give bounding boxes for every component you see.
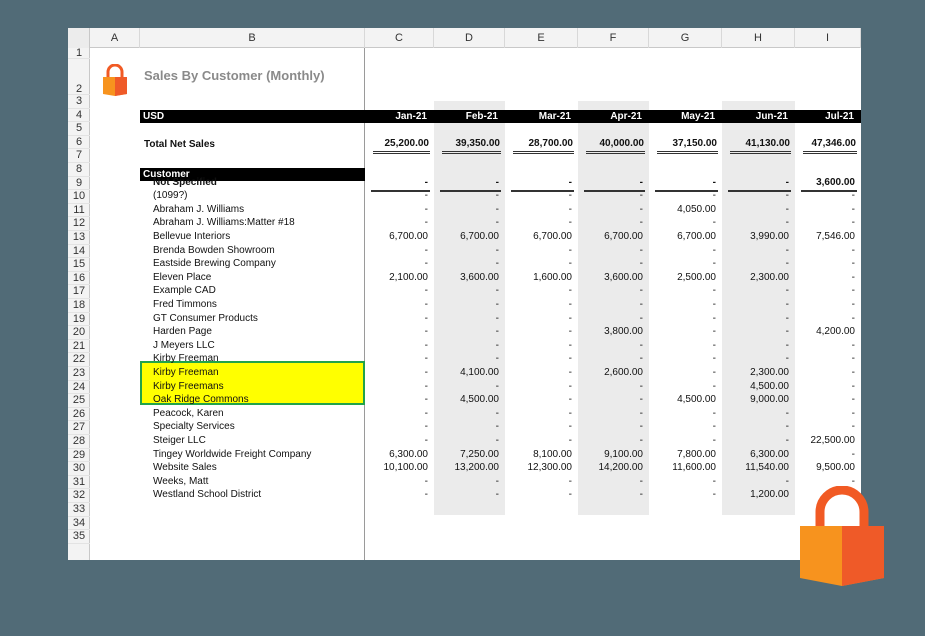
customer-value: 14,200.00 <box>598 462 643 474</box>
customer-name: (1099?) <box>153 190 188 202</box>
customer-value: - <box>495 353 499 365</box>
customer-value: - <box>424 475 428 487</box>
customer-value: - <box>785 312 789 324</box>
customer-name: Eastside Brewing Company <box>153 258 276 270</box>
customer-value: 1,200.00 <box>750 489 789 501</box>
customer-value: - <box>639 489 643 501</box>
customer-value: - <box>851 190 855 202</box>
customer-value: - <box>851 217 855 229</box>
customer-value: - <box>639 339 643 351</box>
customer-value: - <box>568 475 572 487</box>
customer-value: 6,300.00 <box>389 448 428 460</box>
customer-value: - <box>785 244 789 256</box>
customer-value: - <box>424 367 428 378</box>
customer-value: - <box>424 217 428 229</box>
customer-name: Harden Page <box>153 326 212 338</box>
customer-value: - <box>424 326 428 338</box>
customer-value: - <box>568 217 572 229</box>
total-value: 40,000.00 <box>586 137 645 154</box>
customer-value: 6,300.00 <box>750 448 789 460</box>
row-header-32[interactable]: 32 <box>68 489 90 503</box>
customer-value: - <box>568 435 572 446</box>
customer-value: - <box>424 203 428 215</box>
row-header-15[interactable]: 15 <box>68 258 90 272</box>
row-header-16[interactable]: 16 <box>68 272 90 286</box>
customer-value: 9,500.00 <box>816 462 855 474</box>
customer-value: - <box>568 244 572 256</box>
customer-value: - <box>785 299 789 310</box>
row-header-22[interactable]: 22 <box>68 353 90 367</box>
row-header-3[interactable]: 3 <box>68 95 90 109</box>
month-header-apr-21: Apr-21 <box>610 111 642 122</box>
customer-value: - <box>785 190 789 202</box>
row-header-35[interactable]: 35 <box>68 530 90 544</box>
customer-name: Fred Timmons <box>153 299 217 310</box>
row-header-23[interactable]: 23 <box>68 367 90 381</box>
customer-value: - <box>495 312 499 324</box>
customer-value: 6,700.00 <box>389 231 428 242</box>
customer-value: - <box>568 339 572 351</box>
column-header-f[interactable]: F <box>578 28 649 48</box>
customer-value: - <box>851 448 855 460</box>
customer-value: - <box>568 312 572 324</box>
customer-value: 9,000.00 <box>750 394 789 406</box>
customer-value: 6,700.00 <box>604 231 643 242</box>
total-value: 41,130.00 <box>730 137 791 154</box>
customer-value: - <box>495 203 499 215</box>
customer-value: - <box>424 421 428 433</box>
customer-name: Abraham J. Williams <box>153 203 245 215</box>
customer-value: - <box>568 176 572 188</box>
customer-value: - <box>568 258 572 270</box>
report-title: Sales By Customer (Monthly) <box>144 68 325 83</box>
customer-value: 22,500.00 <box>810 435 855 446</box>
customer-value: - <box>712 285 716 297</box>
total-net-sales-label: Total Net Sales <box>144 139 215 150</box>
month-header-jan-21: Jan-21 <box>395 111 427 122</box>
customer-name: Kirby Freeman <box>153 353 219 365</box>
select-all-corner[interactable] <box>68 28 90 48</box>
customer-value: - <box>424 435 428 446</box>
customer-value: - <box>639 353 643 365</box>
customer-name: Example CAD <box>153 285 216 297</box>
customer-value: - <box>851 271 855 283</box>
customer-value: - <box>712 244 716 256</box>
customer-value: 1,600.00 <box>533 271 572 283</box>
row-header-7[interactable]: 7 <box>68 149 90 163</box>
customer-value: - <box>424 394 428 406</box>
row-header-28[interactable]: 28 <box>68 435 90 449</box>
customer-value: - <box>639 299 643 310</box>
customer-value: 8,100.00 <box>533 448 572 460</box>
customer-name: Kirby Freeman <box>153 367 219 378</box>
customer-value: - <box>568 299 572 310</box>
customer-value: - <box>851 394 855 406</box>
customer-name: Eleven Place <box>153 271 212 283</box>
customer-name: Not Specified <box>153 176 217 188</box>
customer-value: - <box>785 339 789 351</box>
spreadsheet[interactable] <box>68 28 861 560</box>
customer-value: - <box>851 407 855 419</box>
customer-value: - <box>495 217 499 229</box>
row-header-4[interactable]: 4 <box>68 109 90 123</box>
lock-icon <box>800 486 884 586</box>
customer-value: - <box>495 421 499 433</box>
customer-value: - <box>495 339 499 351</box>
customer-value: 2,300.00 <box>750 271 789 283</box>
customer-value: - <box>424 407 428 419</box>
customer-value: 6,700.00 <box>460 231 499 242</box>
customer-value: - <box>495 475 499 487</box>
customer-value: - <box>712 475 716 487</box>
customer-value: - <box>639 244 643 256</box>
customer-value: - <box>785 326 789 338</box>
customer-value: 9,100.00 <box>604 448 643 460</box>
customer-name: Specialty Services <box>153 421 235 433</box>
customer-name: Website Sales <box>153 462 217 474</box>
month-header-mar-21: Mar-21 <box>538 111 571 122</box>
customer-value: - <box>851 421 855 433</box>
customer-value: - <box>785 435 789 446</box>
row-header-29[interactable]: 29 <box>68 449 90 463</box>
customer-value: - <box>712 489 716 501</box>
customer-value: - <box>424 489 428 501</box>
customer-value: - <box>568 367 572 378</box>
customer-value: 2,100.00 <box>389 271 428 283</box>
customer-value: 7,250.00 <box>460 448 499 460</box>
customer-value: - <box>424 299 428 310</box>
customer-value: - <box>568 326 572 338</box>
customer-value: 7,546.00 <box>816 231 855 242</box>
customer-value: - <box>712 326 716 338</box>
row-header-33[interactable]: 33 <box>68 503 90 517</box>
customer-value: - <box>712 367 716 378</box>
column-header-i[interactable]: I <box>795 28 861 48</box>
customer-value: 3,600.00 <box>460 271 499 283</box>
total-value: 47,346.00 <box>803 137 857 154</box>
lock-icon <box>101 64 129 96</box>
customer-value: - <box>851 244 855 256</box>
column-header-e[interactable]: E <box>505 28 578 48</box>
row-header-17[interactable]: 17 <box>68 285 90 299</box>
customer-value: - <box>712 176 716 188</box>
customer-value: - <box>568 421 572 433</box>
row-header-26[interactable]: 26 <box>68 408 90 422</box>
row-header-5[interactable]: 5 <box>68 122 90 136</box>
customer-value: - <box>851 380 855 392</box>
customer-value: - <box>495 407 499 419</box>
row-header-18[interactable]: 18 <box>68 299 90 313</box>
customer-value: - <box>639 475 643 487</box>
column-header-c[interactable]: C <box>365 28 434 48</box>
customer-value: - <box>495 299 499 310</box>
customer-value: - <box>851 339 855 351</box>
customer-value: - <box>568 353 572 365</box>
customer-value: - <box>639 435 643 446</box>
row-header-14[interactable]: 14 <box>68 245 90 259</box>
customer-value: - <box>495 190 499 202</box>
customer-value: - <box>639 312 643 324</box>
customer-value: - <box>639 258 643 270</box>
customer-value: - <box>851 258 855 270</box>
customer-value: - <box>712 217 716 229</box>
customer-value: 4,100.00 <box>460 367 499 378</box>
customer-value: - <box>712 190 716 202</box>
customer-name: GT Consumer Products <box>153 312 258 324</box>
customer-value: - <box>568 407 572 419</box>
row-header-31[interactable]: 31 <box>68 476 90 490</box>
customer-value: 4,200.00 <box>816 326 855 338</box>
customer-value: 2,500.00 <box>677 271 716 283</box>
column-header-b[interactable]: B <box>140 28 365 48</box>
customer-name: Brenda Bowden Showroom <box>153 244 275 256</box>
customer-value: - <box>712 421 716 433</box>
row-header-2[interactable]: 2 <box>68 59 90 95</box>
customer-name: Weeks, Matt <box>153 475 209 487</box>
row-header-24[interactable]: 24 <box>68 381 90 395</box>
row-header-11[interactable]: 11 <box>68 204 90 218</box>
row-header-19[interactable]: 19 <box>68 313 90 327</box>
row-header-1[interactable]: 1 <box>68 48 90 59</box>
row-header-20[interactable]: 20 <box>68 326 90 340</box>
customer-value: - <box>639 217 643 229</box>
customer-value: - <box>851 489 855 501</box>
customer-value: - <box>568 285 572 297</box>
customer-name: Kirby Freemans <box>153 380 224 392</box>
customer-value: - <box>712 299 716 310</box>
customer-value: - <box>495 244 499 256</box>
customer-value: - <box>424 176 428 188</box>
customer-value: - <box>785 475 789 487</box>
customer-value: - <box>712 312 716 324</box>
customer-value: - <box>851 353 855 365</box>
customer-name: Bellevue Interiors <box>153 231 231 242</box>
customer-value: - <box>639 407 643 419</box>
customer-value: 4,500.00 <box>460 394 499 406</box>
customer-name: Tingey Worldwide Freight Company <box>153 448 312 460</box>
customer-value: 6,700.00 <box>533 231 572 242</box>
customer-value: - <box>639 380 643 392</box>
customer-value: - <box>785 203 789 215</box>
row-header-8[interactable]: 8 <box>68 163 90 177</box>
row-header-30[interactable]: 30 <box>68 462 90 476</box>
customer-name: Westland School District <box>153 489 262 501</box>
customer-value: 3,990.00 <box>750 231 789 242</box>
currency-header: USD <box>140 110 365 123</box>
customer-value: 2,600.00 <box>604 367 643 378</box>
customer-name: Oak Ridge Commons <box>153 394 249 406</box>
customer-value: - <box>424 339 428 351</box>
customer-value: 3,800.00 <box>604 326 643 338</box>
row-header-27[interactable]: 27 <box>68 421 90 435</box>
customer-value: - <box>851 285 855 297</box>
customer-value: - <box>785 353 789 365</box>
customer-value: 3,600.00 <box>816 176 855 188</box>
customer-value: - <box>851 475 855 487</box>
customer-value: - <box>568 203 572 215</box>
row-header-6[interactable]: 6 <box>68 136 90 150</box>
customer-value: - <box>568 380 572 392</box>
total-value: 39,350.00 <box>442 137 501 154</box>
customer-value: - <box>568 190 572 202</box>
customer-name: J Meyers LLC <box>153 339 215 351</box>
customer-value: 12,300.00 <box>527 462 572 474</box>
customer-value: 11,600.00 <box>672 462 716 474</box>
total-value: 25,200.00 <box>373 137 430 154</box>
customer-value: - <box>639 394 643 406</box>
customer-value: - <box>712 435 716 446</box>
customer-value: - <box>424 190 428 202</box>
month-header-feb-21: Feb-21 <box>465 111 498 122</box>
column-header-d[interactable]: D <box>434 28 505 48</box>
customer-value: 3,600.00 <box>604 271 643 283</box>
customer-value: - <box>639 203 643 215</box>
customer-value: 2,300.00 <box>750 367 789 378</box>
customer-value: - <box>785 217 789 229</box>
customer-value: - <box>712 407 716 419</box>
row-header-12[interactable]: 12 <box>68 217 90 231</box>
customer-value: - <box>851 367 855 378</box>
customer-value: 11,540.00 <box>745 462 789 474</box>
customer-value: - <box>424 312 428 324</box>
customer-value: - <box>495 258 499 270</box>
customer-value: - <box>495 176 499 188</box>
row-header-21[interactable]: 21 <box>68 340 90 354</box>
total-value: 37,150.00 <box>657 137 718 154</box>
column-header-a[interactable]: A <box>90 28 140 48</box>
customer-value: - <box>785 258 789 270</box>
customer-value: 7,800.00 <box>677 448 716 460</box>
customer-value: - <box>851 312 855 324</box>
customer-value: - <box>851 203 855 215</box>
customer-value: 13,200.00 <box>454 462 499 474</box>
customer-value: - <box>785 421 789 433</box>
customer-value: - <box>424 244 428 256</box>
row-header-9[interactable]: 9 <box>68 177 90 191</box>
customer-value: - <box>639 421 643 433</box>
customer-value: 4,500.00 <box>750 380 789 392</box>
customer-value: - <box>495 285 499 297</box>
customer-value: - <box>712 380 716 392</box>
row-header-25[interactable]: 25 <box>68 394 90 408</box>
customer-name: Steiger LLC <box>153 435 206 446</box>
customer-value: - <box>851 299 855 310</box>
customer-value: - <box>639 285 643 297</box>
customer-value: - <box>495 435 499 446</box>
customer-value: - <box>424 258 428 270</box>
customer-value: 10,100.00 <box>383 462 428 474</box>
customer-value: 6,700.00 <box>677 231 716 242</box>
customer-value: - <box>568 489 572 501</box>
customer-header: Customer <box>140 168 365 181</box>
customer-value: - <box>424 353 428 365</box>
customer-value: - <box>712 258 716 270</box>
month-header-jun-21: Jun-21 <box>755 111 788 122</box>
customer-value: - <box>712 353 716 365</box>
row-header-bar <box>68 48 90 560</box>
customer-value: - <box>424 285 428 297</box>
customer-value: - <box>785 285 789 297</box>
month-header-jul-21: Jul-21 <box>825 111 854 122</box>
customer-value: - <box>712 339 716 351</box>
customer-value: - <box>495 489 499 501</box>
customer-value: - <box>785 176 789 188</box>
customer-name: Peacock, Karen <box>153 407 224 419</box>
customer-value: - <box>639 190 643 202</box>
row-header-13[interactable]: 13 <box>68 231 90 245</box>
customer-value: - <box>424 380 428 392</box>
row-header-10[interactable]: 10 <box>68 190 90 204</box>
customer-value: - <box>495 380 499 392</box>
month-header-may-21: May-21 <box>681 111 715 122</box>
customer-value: 4,500.00 <box>677 394 716 406</box>
customer-value: - <box>568 394 572 406</box>
customer-value: - <box>639 176 643 188</box>
customer-value: 4,050.00 <box>677 203 716 215</box>
column-header-g[interactable]: G <box>649 28 722 48</box>
row-header-34[interactable]: 34 <box>68 517 90 531</box>
customer-name: Abraham J. Williams:Matter #18 <box>153 217 295 229</box>
customer-value: - <box>495 326 499 338</box>
column-header-h[interactable]: H <box>722 28 795 48</box>
customer-value: - <box>785 407 789 419</box>
total-value: 28,700.00 <box>513 137 574 154</box>
